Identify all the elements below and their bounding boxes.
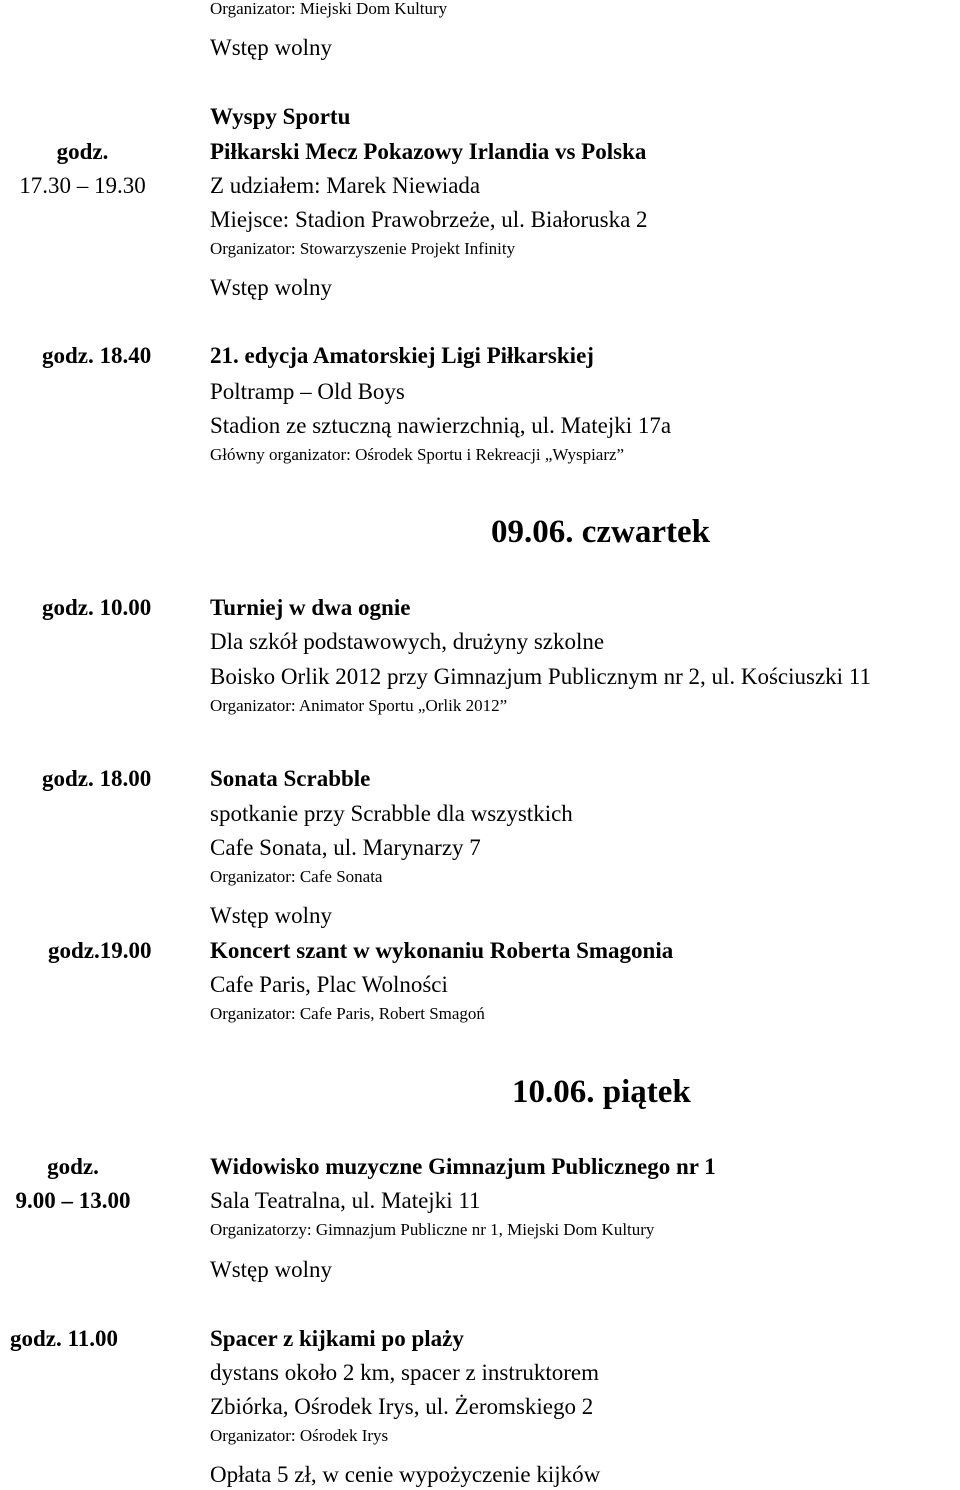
event-series: Wyspy Sportu (210, 104, 351, 129)
event-title: Sonata Scrabble (210, 766, 371, 791)
event-detail: dystans około 2 km, spacer z instruktorem (210, 1360, 600, 1385)
event-location: Zbiórka, Ośrodek Irys, ul. Żeromskiego 2 (210, 1394, 594, 1419)
event-time: godz. (56, 139, 109, 164)
event-detail: Dla szkół podstawowych, drużyny szkolne (210, 629, 605, 654)
organizer-line: Organizator: Miejski Dom Kultury (210, 0, 448, 18)
organizer-line: Organizatorzy: Gimnazjum Publiczne nr 1, Miejski Dom Kultury (210, 1220, 655, 1239)
event-title: Turniej w dwa ognie (210, 595, 411, 620)
entry-note: Wstęp wolny (210, 1257, 333, 1282)
event-location: Cafe Paris, Plac Wolności (210, 972, 448, 997)
organizer-line: Organizator: Stowarzyszenie Projekt Infinity (210, 239, 516, 258)
event-title: Piłkarski Mecz Pokazowy Irlandia vs Polska (210, 139, 647, 164)
event-detail: spotkanie przy Scrabble dla wszystkich (210, 801, 573, 826)
event-time: godz. 18.40 (42, 343, 152, 368)
event-time: godz. (47, 1154, 99, 1179)
event-location: Sala Teatralna, ul. Matejki 11 (210, 1188, 481, 1213)
event-time: 9.00 – 13.00 (15, 1188, 131, 1213)
event-title: Spacer z kijkami po plaży (210, 1326, 464, 1351)
event-location: Stadion ze sztuczną nawierzchnią, ul. Matejki 17a (210, 413, 672, 438)
event-time: godz.19.00 (48, 938, 152, 963)
entry-note: Wstęp wolny (210, 35, 333, 60)
organizer-line: Organizator: Animator Sportu „Orlik 2012” (210, 696, 508, 715)
event-time: 17.30 – 19.30 (19, 173, 146, 198)
event-title: Koncert szant w wykonaniu Roberta Smagonia (210, 938, 674, 963)
event-detail: Z udziałem: Marek Niewiada (210, 173, 481, 198)
day-heading: 09.06. czwartek (491, 514, 711, 550)
organizer-line: Organizator: Cafe Paris, Robert Smagoń (210, 1004, 485, 1023)
entry-note: Wstęp wolny (210, 275, 333, 300)
event-location: Cafe Sonata, ul. Marynarzy 7 (210, 835, 481, 860)
event-time: godz. 18.00 (42, 766, 152, 791)
event-location: Miejsce: Stadion Prawobrzeże, ul. Białoruska 2 (210, 207, 648, 232)
day-heading: 10.06. piątek (512, 1074, 691, 1110)
event-detail: Poltramp – Old Boys (210, 379, 405, 404)
event-title: 21. edycja Amatorskiej Ligi Piłkarskiej (210, 343, 594, 368)
fee-note: Opłata 5 zł, w cenie wypożyczenie kijków (210, 1462, 601, 1487)
organizer-line: Organizator: Cafe Sonata (210, 867, 383, 886)
event-location: Boisko Orlik 2012 przy Gimnazjum Publicznym nr 2, ul. Kościuszki 11 (210, 664, 871, 689)
event-title: Widowisko muzyczne Gimnazjum Publicznego nr 1 (210, 1154, 716, 1179)
event-time: godz. 10.00 (42, 595, 152, 620)
organizer-line: Organizator: Ośrodek Irys (210, 1426, 389, 1445)
entry-note: Wstęp wolny (210, 903, 333, 928)
organizer-line: Główny organizator: Ośrodek Sportu i Rekreacji „Wyspiarz” (210, 445, 625, 464)
event-time: godz. 11.00 (10, 1326, 118, 1351)
